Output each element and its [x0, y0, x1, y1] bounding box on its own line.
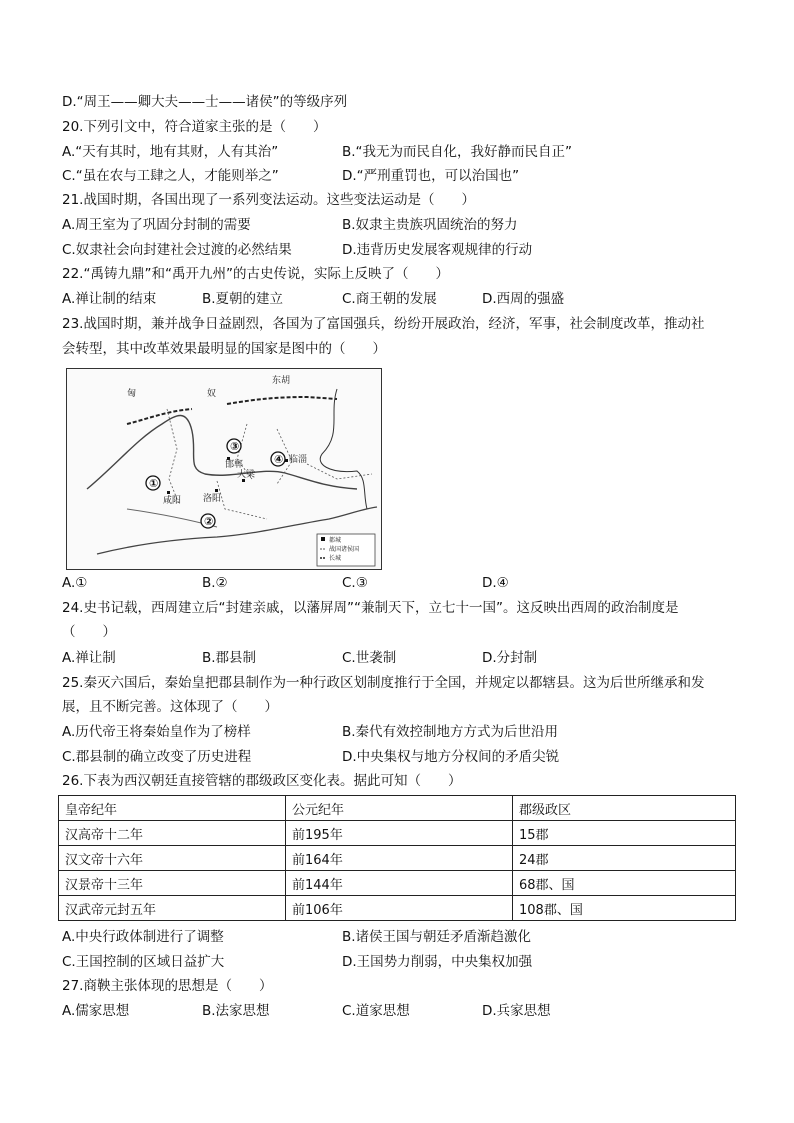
map-number-2: ② [204, 515, 214, 528]
table-row [59, 846, 736, 871]
table-header-cell: 皇帝纪年 [59, 796, 286, 821]
table-row [59, 871, 736, 896]
map-label-handan: 邯郸 [225, 460, 244, 470]
coastline [320, 389, 367, 509]
map-label-linzi: 临淄 [289, 455, 308, 465]
q26-option-b: B.诸侯王国与朝廷矛盾渐趋激化 [342, 929, 532, 945]
q27-stem: 27.商鞅主张体现的思想是（ ） [62, 978, 273, 994]
table-cell: 前195年 [286, 821, 513, 846]
q20-option-b: B.“我无为而民自化，我好静而民自正” [342, 144, 573, 160]
q27-option-d: D.兵家思想 [482, 1003, 551, 1019]
q26-stem: 26.下表为西汉朝廷直接管辖的郡级政区变化表。据此可知（ ） [62, 773, 462, 789]
q22-option-b: B.夏朝的建立 [202, 291, 284, 307]
legend-capital: 都城 [329, 537, 342, 544]
table-row [59, 821, 736, 846]
q23-stem-line2: 会转型，其中改革效果最明显的国家是图中的（ ） [62, 341, 386, 357]
table-header-cell: 郡级政区 [513, 796, 736, 821]
map-label-xianyang: 咸阳 [163, 496, 182, 506]
map-number-3: ③ [230, 440, 240, 453]
q25-option-c: C.郡县制的确立改变了历史进程 [62, 749, 252, 765]
table-cell: 24郡 [513, 846, 736, 871]
map-label-donghu: 东胡 [272, 376, 291, 386]
map-label-xiongnu-2: 奴 [207, 389, 217, 399]
table-row [59, 896, 736, 921]
legend-state: 战国诸侯国 [329, 546, 360, 553]
capital-dot-xianyang [167, 491, 170, 494]
table-cell: 汉武帝元封五年 [59, 896, 286, 921]
map-figure [67, 369, 381, 569]
q25-option-b: B.秦代有效控制地方方式为后世沿用 [342, 724, 559, 740]
q21-stem: 21.战国时期，各国出现了一系列变法运动。这些变法运动是（ ） [62, 192, 475, 208]
table-cell: 15郡 [513, 821, 736, 846]
table-cell: 汉文帝十六年 [59, 846, 286, 871]
q27-option-b: B.法家思想 [202, 1003, 270, 1019]
table-cell: 汉景帝十三年 [59, 871, 286, 896]
q20-option-c: C.“虽在农与工肆之人，才能则举之” [62, 168, 279, 184]
state-borders [167, 409, 372, 519]
q23-option-c: C.③ [342, 575, 368, 591]
q27-option-c: C.道家思想 [342, 1003, 410, 1019]
q21-option-d: D.违背历史发展客观规律的行动 [342, 242, 533, 258]
table-cell: 68郡、国 [513, 871, 736, 896]
map-number-1: ① [149, 477, 159, 490]
q24-stem-line1: 24.史书记载，西周建立后“封建亲戚，以藩屏周”“兼制天下，立七十一国”。这反映出西周的政治制度是 [62, 600, 679, 616]
capital-dot-luoyang [215, 489, 218, 492]
map-label-daliang: 大梁 [237, 470, 256, 480]
warring-states-map [66, 368, 382, 570]
q24-option-b: B.郡县制 [202, 650, 257, 666]
table-cell: 前144年 [286, 871, 513, 896]
q21-option-b: B.奴隶主贵族巩固统治的努力 [342, 217, 518, 233]
q24-option-c: C.世袭制 [342, 650, 397, 666]
table-header-cell: 公元纪年 [286, 796, 513, 821]
q22-option-c: C.商王朝的发展 [342, 291, 437, 307]
q20-option-a: A.“天有其时，地有其财，人有其治” [62, 144, 279, 160]
capital-dot-linzi [285, 459, 288, 462]
table-cell: 前106年 [286, 896, 513, 921]
q25-option-a: A.历代帝王将秦始皇作为了榜样 [62, 724, 251, 740]
q21-option-c: C.奴隶社会向封建社会过渡的必然结果 [62, 242, 292, 258]
map-label-luoyang: 洛阳 [203, 494, 222, 504]
q27-option-a: A.儒家思想 [62, 1003, 130, 1019]
map-number-4: ④ [274, 453, 284, 466]
q26-option-d: D.王国势力削弱，中央集权加强 [342, 954, 533, 970]
q26-option-c: C.王国控制的区域日益扩大 [62, 954, 225, 970]
q25-stem-line1: 25.秦灭六国后，秦始皇把郡县制作为一种行政区划制度推行于全国，并规定以都辖县。这为后世所继承和发 [62, 675, 705, 691]
q24-option-a: A.禅让制 [62, 650, 116, 666]
table-cell: 汉高帝十二年 [59, 821, 286, 846]
table-header-row [59, 796, 736, 821]
table-cell: 108郡、国 [513, 896, 736, 921]
q23-option-a: A.① [62, 575, 88, 591]
q23-option-d: D.④ [482, 575, 509, 591]
q22-option-d: D.西周的强盛 [482, 291, 565, 307]
q26-table [58, 795, 736, 921]
table-cell: 前164年 [286, 846, 513, 871]
map-label-xiongnu-1: 匈 [127, 389, 137, 399]
q20-option-d: D.“严刑重罚也，可以治国也” [342, 168, 520, 184]
q24-option-d: D.分封制 [482, 650, 538, 666]
legend-wall: 长城 [329, 555, 342, 562]
q23-stem-line1: 23.战国时期，兼并战争日益剧烈，各国为了富国强兵，纷纷开展政治，经济，军事，社会制度改革，推动社 [62, 316, 705, 332]
q19-option-d: D.“周王——卿大夫——士——诸侯”的等级序列 [62, 94, 348, 110]
q21-option-a: A.周王室为了巩固分封制的需要 [62, 217, 251, 233]
great-wall [127, 397, 337, 424]
q25-stem-line2: 展，且不断完善。这体现了（ ） [62, 699, 278, 715]
q24-stem-line2: （ ） [62, 624, 116, 640]
yellow-river [87, 415, 357, 489]
q25-option-d: D.中央集权与地方分权间的矛盾尖锐 [342, 749, 560, 765]
q20-stem: 20.下列引文中，符合道家主张的是（ ） [62, 119, 327, 135]
q22-stem: 22.“禹铸九鼎”和“禹开九州”的古史传说，实际上反映了（ ） [62, 266, 449, 282]
q23-option-b: B.② [202, 575, 228, 591]
q26-option-a: A.中央行政体制进行了调整 [62, 929, 224, 945]
legend-capital-symbol [321, 537, 325, 541]
q22-option-a: A.禅让制的结束 [62, 291, 157, 307]
